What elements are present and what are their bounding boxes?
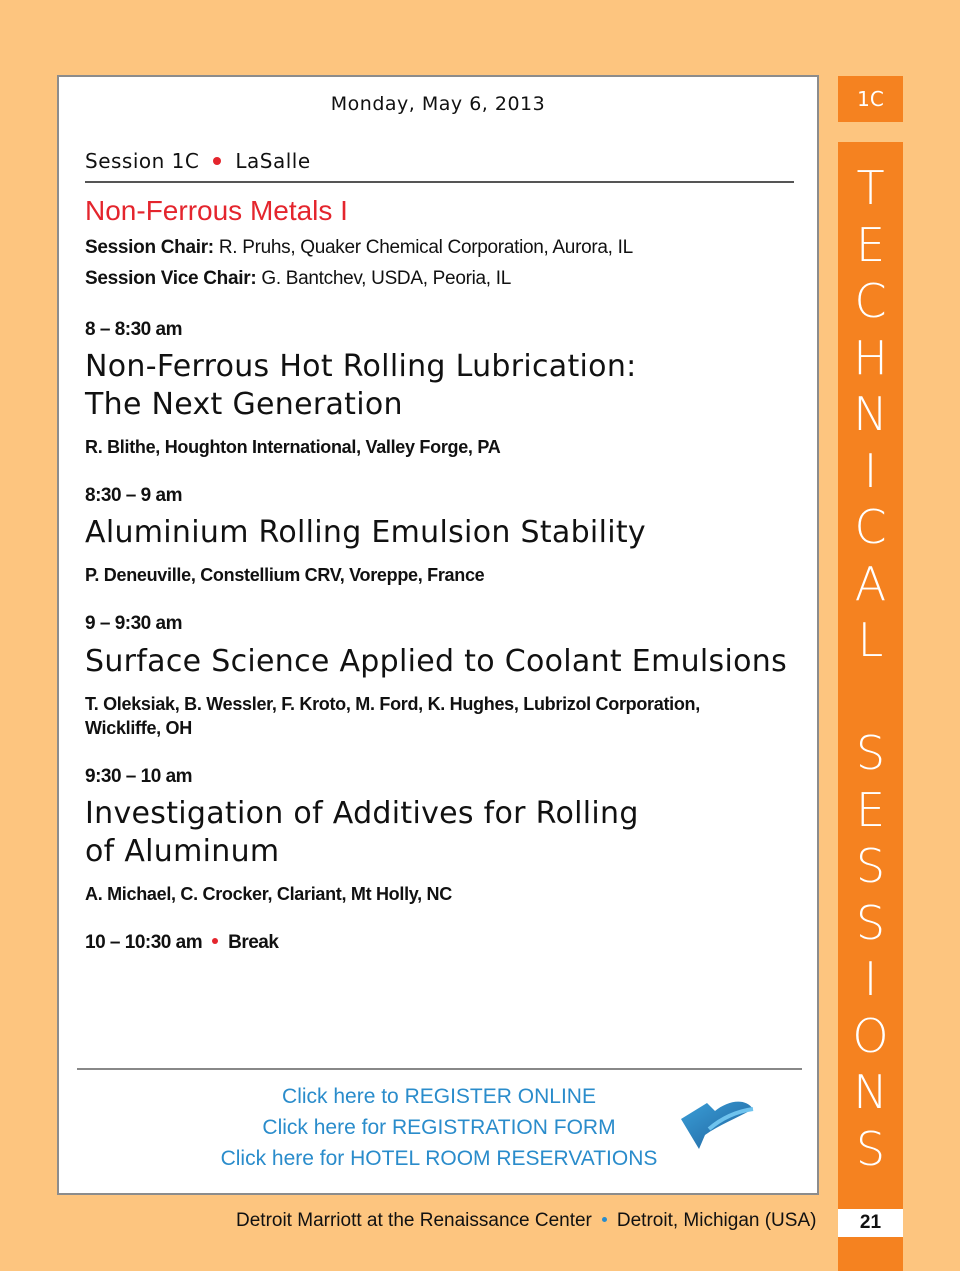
session-room: LaSalle [235,149,311,173]
session-vice-chair [85,268,511,290]
talk-title-line: The Next Generation [85,387,403,422]
talk-title [85,348,637,424]
talk-title-line: of Aluminum [85,834,280,869]
session-vice-chair-name: G. Bantchev, USDA, Peoria, IL [256,268,512,289]
session-chair-name: R. Pruhs, Quaker Chemical Corporation, Aurora, IL [213,237,633,258]
session-vice-chair-label: Session Vice Chair: [85,268,257,289]
bullet-icon [213,157,221,165]
registration-form-link[interactable]: Click here for REGISTRATION FORM [262,1116,616,1139]
vertical-letter: T [856,161,885,215]
vertical-letter: L [857,613,884,667]
vertical-letter: S [855,1121,886,1176]
talk-title-line: Non-Ferrous Hot Rolling Lubrication: [85,349,637,384]
footer-venue: Detroit Marriott at the Renaissance Center [236,1210,592,1231]
page-number: 21 [838,1209,903,1237]
break-label: Break [228,932,279,953]
hotel-reservations-link[interactable]: Click here for HOTEL ROOM RESERVATIONS [220,1147,658,1170]
page-date: Monday, May 6, 2013 [330,93,546,115]
talk-title-line: Surface Science Applied to Coolant Emulsions [85,644,787,679]
arrow-left-icon [675,1089,757,1155]
registration-links [179,1081,699,1174]
session-chair-label: Session Chair: [85,237,214,258]
talk-time: 9 – 9:30 am [85,613,182,634]
session-heading [85,149,311,173]
vertical-letter: E [855,782,886,837]
session-tag: 1C [838,76,903,122]
vertical-letter: C [854,500,887,554]
vertical-letter: S [855,895,886,950]
divider [77,1068,802,1070]
technical-sessions-vertical-text [838,160,903,1177]
vertical-letter: I [863,952,878,1006]
talk-title [85,795,639,871]
break-item [85,932,278,954]
session-chair [85,237,633,259]
vertical-letter: O [852,1008,889,1063]
bullet-icon [212,938,218,944]
session-label: Session 1C [85,149,200,173]
break-time: 10 – 10:30 am [85,932,203,953]
talk-authors: P. Deneuville, Constellium CRV, Voreppe, France [85,565,485,585]
talk-title [85,514,646,552]
vertical-letter: S [855,839,886,893]
vertical-letter: S [855,726,886,780]
divider [85,181,794,183]
footer-location: Detroit, Michigan (USA) [616,1210,817,1231]
talk-title [85,643,787,681]
talk-authors: T. Oleksiak, B. Wessler, F. Kroto, M. Ford, K. Hughes, Lubrizol Corporation, Wickliffe, OH [85,694,700,738]
vertical-letter: I [863,443,878,498]
talk-authors: A. Michael, C. Crocker, Clariant, Mt Holly, NC [85,884,452,904]
program-page [57,75,819,1195]
session-title: Non-Ferrous Metals I [85,195,348,226]
talk-time: 8 – 8:30 am [85,319,182,340]
vertical-letter: C [854,274,887,328]
vertical-letter: N [853,387,888,441]
vertical-letter: H [853,330,888,385]
sidebar-band [838,142,903,1271]
vertical-letter: E [855,217,886,272]
talk-title-line: Investigation of Additives for Rolling [85,796,639,831]
register-online-link[interactable]: Click here to REGISTER ONLINE [282,1085,596,1108]
bullet-icon [602,1217,607,1222]
vertical-letter [838,669,903,726]
talk-time: 8:30 – 9 am [85,485,182,506]
talk-authors: R. Blithe, Houghton International, Valley Forge, PA [85,437,501,457]
talk-time: 9:30 – 10 am [85,766,193,787]
vertical-letter: A [854,556,887,611]
footer [236,1210,816,1232]
talk-title-line: Aluminium Rolling Emulsion Stability [85,515,646,550]
vertical-letter: N [853,1065,888,1119]
